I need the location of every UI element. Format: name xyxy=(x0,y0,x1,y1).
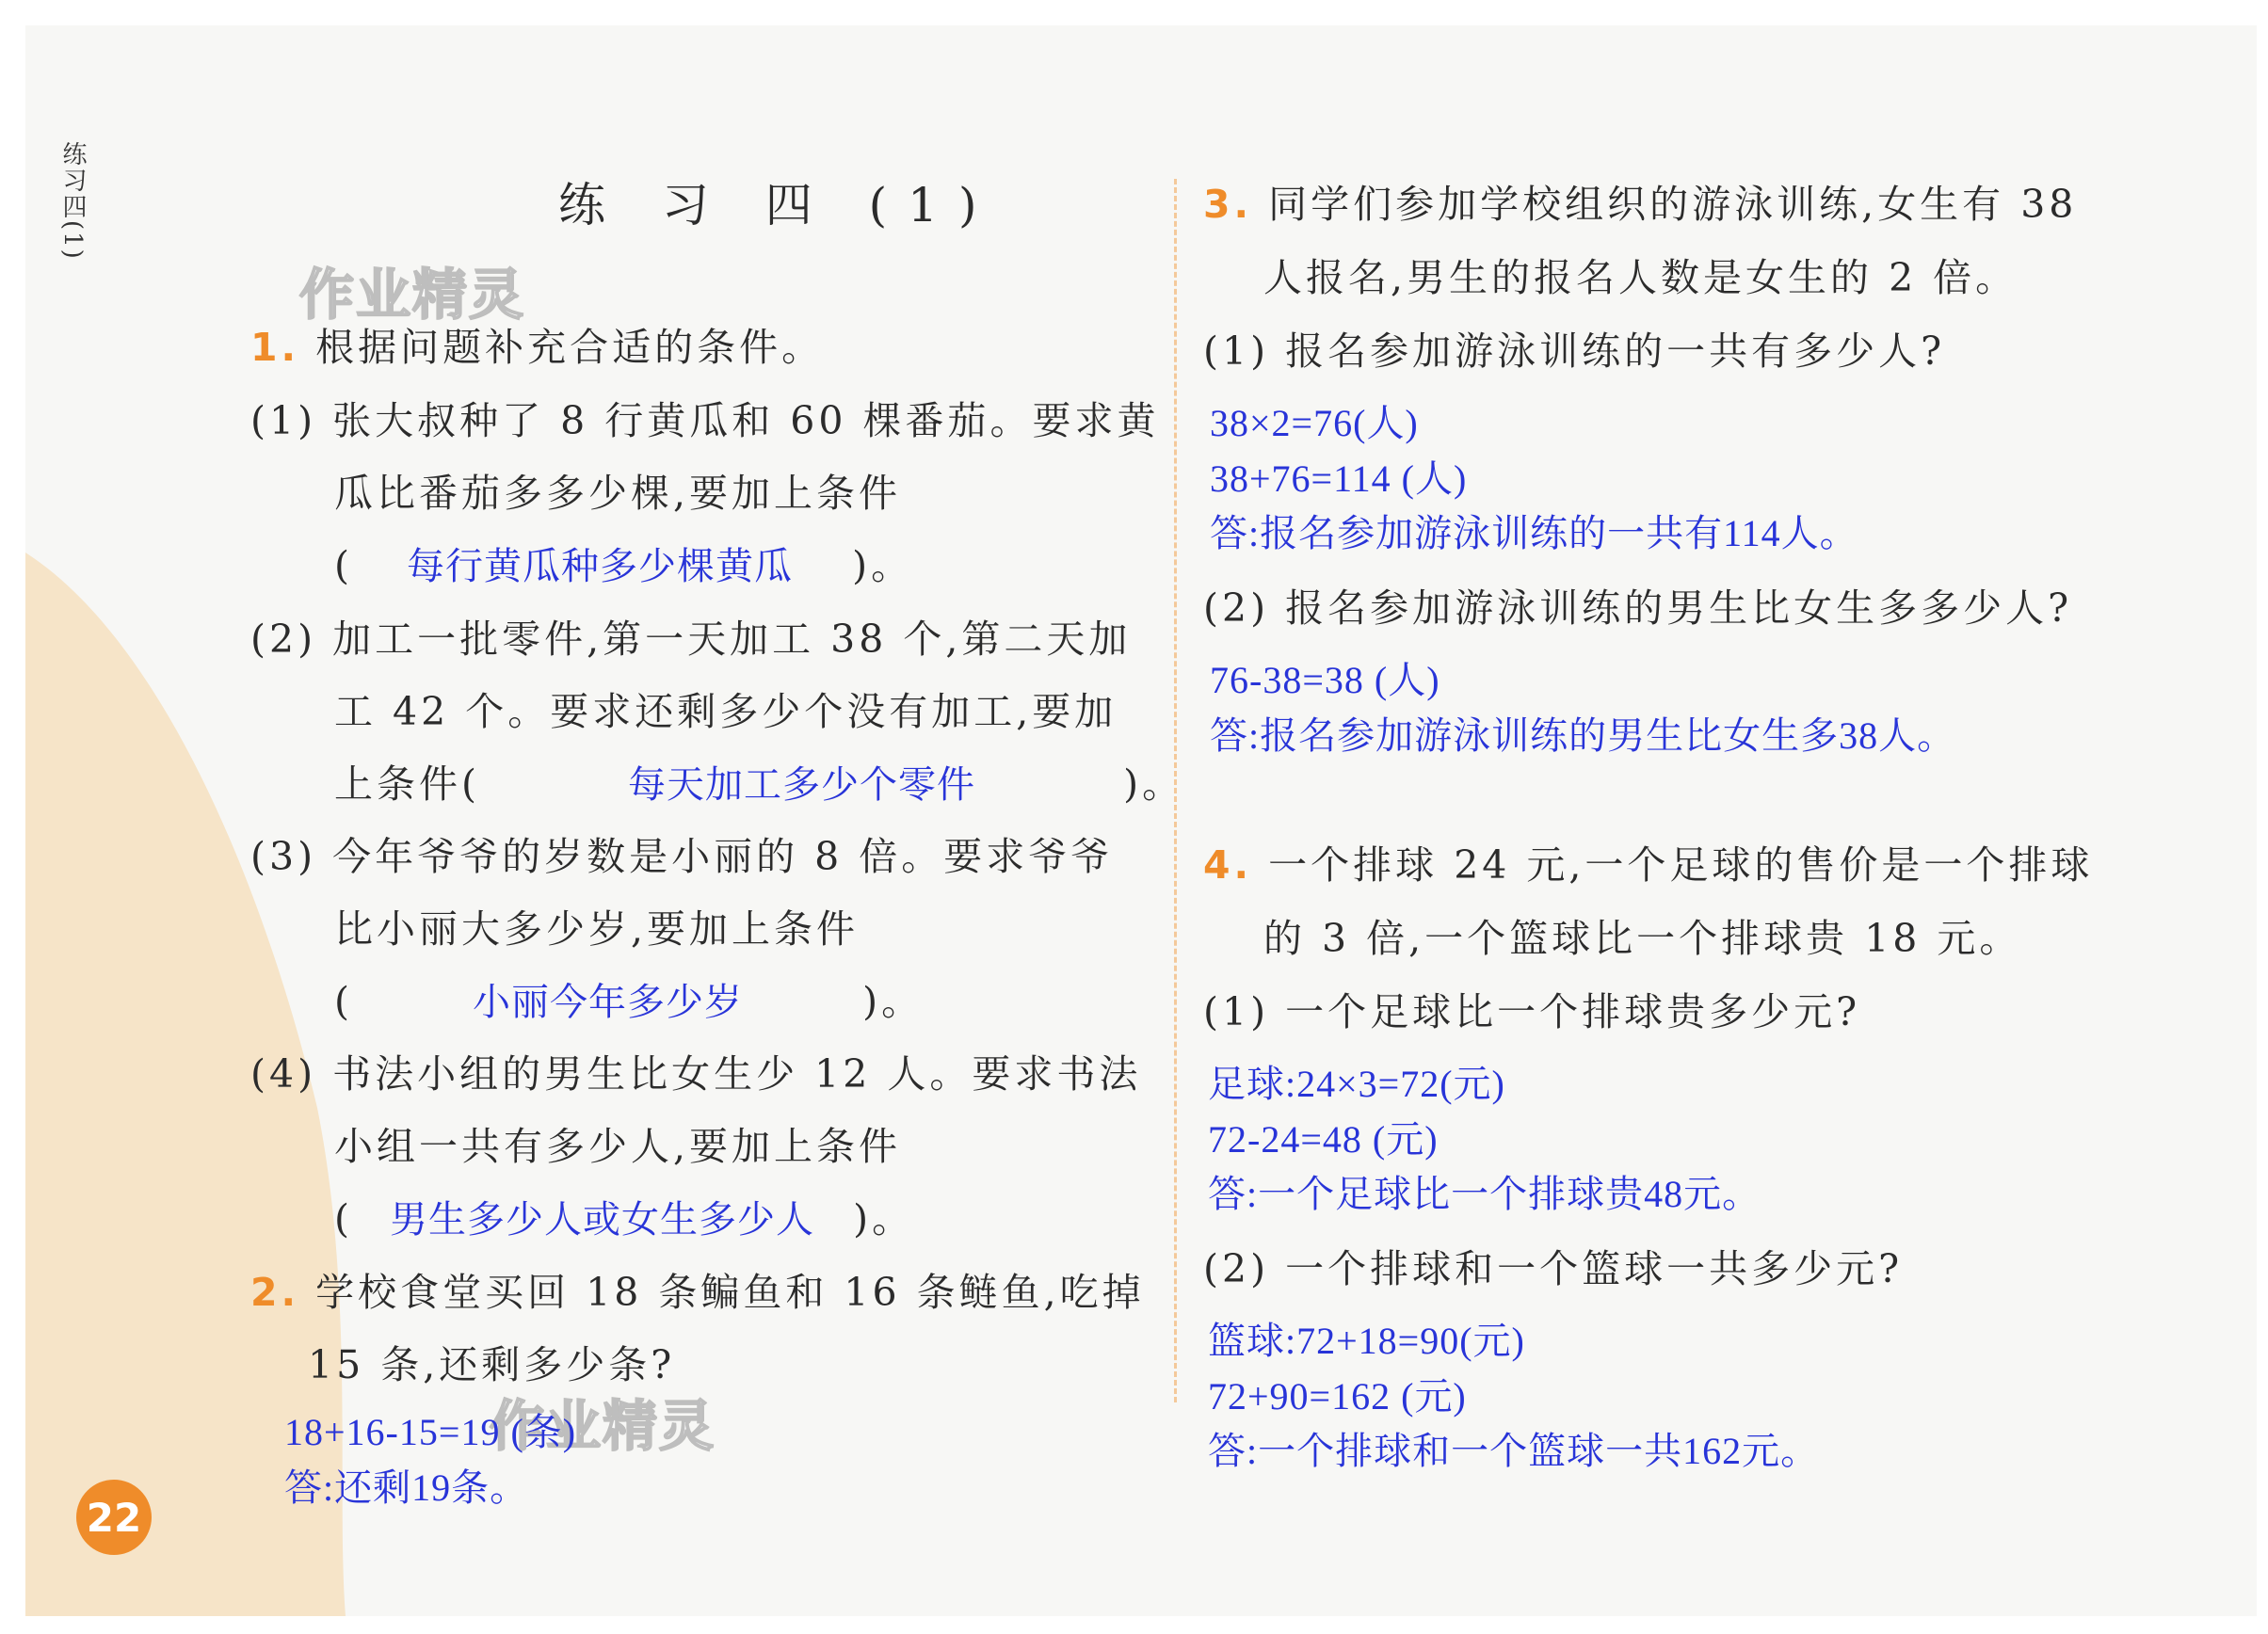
q1-sub1-line2: 瓜比番茄多多少棵,要加上条件 xyxy=(334,471,902,516)
question-1 xyxy=(250,316,824,372)
q1-sub2-answer: 每天加工多少个零件 xyxy=(628,763,976,806)
side-chapter-label: 练习四(1) xyxy=(58,141,87,261)
q3-part1-answer-1: 38×2=76(人) xyxy=(1210,402,1419,444)
question-3-line2: 人报名,男生的报名人数是女生的 2 倍。 xyxy=(1263,255,2019,300)
q4-part1-answer-1: 足球:24×3=72(元) xyxy=(1208,1063,1505,1105)
q4-part1-answer-2: 72-24=48 (元) xyxy=(1208,1118,1439,1161)
q4-part2-answer-1: 篮球:72+18=90(元) xyxy=(1208,1320,1525,1362)
q1-sub2-line2: 工 42 个。要求还剩多少个没有加工,要加 xyxy=(334,689,1118,734)
q1-sub1-answer: 每行黄瓜种多少棵黄瓜 xyxy=(407,545,794,587)
paren-open: ( xyxy=(334,1196,353,1242)
q1-sub1-answer-line xyxy=(334,535,913,590)
q1-sub4-answer-line xyxy=(334,1188,914,1243)
question-4 xyxy=(1203,834,2093,889)
q3-part1-answer-3: 答:报名参加游泳训练的一共有114人。 xyxy=(1210,512,1858,554)
q3-part2-answer-2: 答:报名参加游泳训练的男生比女生多38人。 xyxy=(1210,714,1956,757)
question-2-line2: 15 条,还剩多少条? xyxy=(308,1342,676,1387)
page-title: 练 习 四 (1) xyxy=(558,178,998,232)
q1-sub1-line1: (1) 张大叔种了 8 行黄瓜和 60 棵番茄。要求黄 xyxy=(250,398,1160,443)
question-3-line1: 同学们参加学校组织的游泳训练,女生有 38 xyxy=(1268,182,2078,227)
paren-open: ( xyxy=(334,543,353,588)
question-4-number: 4. xyxy=(1203,842,1253,888)
q1-sub3-answer-line xyxy=(334,970,924,1026)
paren-close: )。 xyxy=(862,979,925,1024)
q1-sub4-answer: 男生多少人或女生多少人 xyxy=(390,1198,815,1241)
paren-close: )。 xyxy=(852,543,914,588)
q2-answer-calc: 18+16-15=19 (条) xyxy=(284,1411,577,1453)
q4-part2-answer-2: 72+90=162 (元) xyxy=(1208,1375,1467,1418)
question-2-line1: 学校食堂买回 18 条鳊鱼和 16 条鲢鱼,吃掉 xyxy=(315,1270,1145,1315)
q3-part2-answer-1: 76-38=38 (人) xyxy=(1210,659,1440,701)
question-3-number: 3. xyxy=(1203,182,1253,227)
q4-part1-answer-3: 答:一个足球比一个排球贵48元。 xyxy=(1208,1173,1761,1215)
question-2 xyxy=(250,1261,1145,1317)
q3-part2: (2) 报名参加游泳训练的男生比女生多多少人? xyxy=(1203,585,2073,631)
q2-answer-statement: 答:还剩19条。 xyxy=(284,1466,529,1509)
watermark-bottom: 作业精灵 xyxy=(490,1394,716,1458)
q1-sub3-line1: (3) 今年爷爷的岁数是小丽的 8 倍。要求爷爷 xyxy=(250,834,1114,879)
q4-part1: (1) 一个足球比一个排球贵多少元? xyxy=(1203,989,1861,1034)
q1-sub4-line2: 小组一共有多少人,要加上条件 xyxy=(334,1124,902,1169)
q1-sub2-line3: 上条件( xyxy=(334,761,480,807)
question-4-line2: 的 3 倍,一个篮球比一个排球贵 18 元。 xyxy=(1263,916,2022,961)
q1-sub3-answer: 小丽今年多少岁 xyxy=(473,981,744,1023)
q4-part2-answer-3: 答:一个排球和一个篮球一共162元。 xyxy=(1208,1430,1820,1472)
page-number-badge: 22 xyxy=(76,1480,152,1555)
q1-sub2-line1: (2) 加工一批零件,第一天加工 38 个,第二天加 xyxy=(250,617,1132,662)
question-3 xyxy=(1203,173,2077,229)
question-4-line1: 一个排球 24 元,一个足球的售价是一个排球 xyxy=(1268,842,2094,888)
watermark-top: 作业精灵 xyxy=(299,263,526,327)
q4-part2: (2) 一个排球和一个篮球一共多少元? xyxy=(1203,1246,1904,1291)
q1-sub2-answer-line xyxy=(334,753,1184,809)
paren-close: )。 xyxy=(853,1196,915,1242)
q3-part1-answer-2: 38+76=114 (人) xyxy=(1210,457,1468,500)
q1-sub4-line1: (4) 书法小组的男生比女生少 12 人。要求书法 xyxy=(250,1051,1142,1097)
question-1-number: 1. xyxy=(250,325,300,370)
q3-part1: (1) 报名参加游泳训练的一共有多少人? xyxy=(1203,328,1946,374)
paren-open: ( xyxy=(334,979,353,1024)
paren-close: )。 xyxy=(1123,761,1185,807)
question-1-text: 根据问题补充合适的条件。 xyxy=(315,325,825,370)
question-2-number: 2. xyxy=(250,1270,300,1315)
q1-sub3-line2: 比小丽大多少岁,要加上条件 xyxy=(334,906,860,952)
